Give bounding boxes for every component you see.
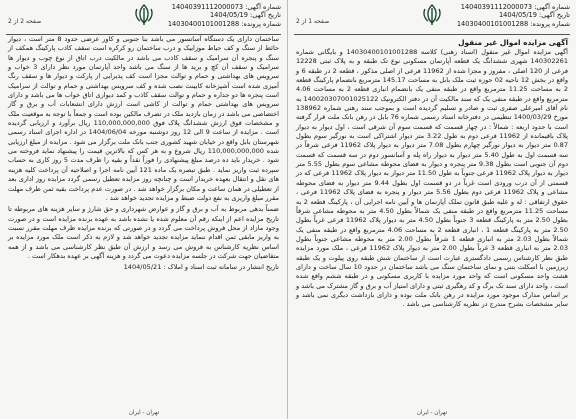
page-footer: تهران - ایران [416, 410, 448, 416]
notice-date: تاریخ آگهی: 1404/05/19 [209, 11, 281, 20]
file-number: شماره پرونده: 14030400101001288 [456, 19, 570, 28]
notice-number: شماره آگهی: 14040391112000073 [460, 3, 570, 11]
notice-body [0, 35, 287, 273]
page-header [288, 0, 576, 32]
notice-paragraph: ضمناً بدهی مربوط به آب و برق و گاز و عوارض شهرداری و حق شارژ و سایر هزینه های مربوطه تا تاریخ مزایده اعم از اینکه رقم آن معلوم شده یا نشده باشد به عهده برنده مزایده است و در صورت وجود مازاد از محل فروش پرداخت می گردد و در صورتی که برنده مزایده ظرف مهلت مقرر نسبت به واریز مابقی ثمن اقدام ننماید مزایده تجدید خواهد شد و لازم به ذکر است ملک مورد مزایده بر اساس نظریه کارشناس به فروش می رسد و ارزش آن طبق نظر کارشناسی می باشد و از همه متقاضیان جهت شرکت در جلسه مزایده دعوت می گردد و هزینه آگهی بر عهده بدهکار است . [8, 205, 279, 260]
notice-number: شماره آگهی: 14040391112000073 [171, 3, 281, 11]
page-header [0, 0, 287, 32]
notice-date: تاریخ آگهی: 1404/05/19 [498, 11, 570, 20]
notice-paragraph: ساختمان دارای یک دستگاه آسانسور می باشد بنا جنوبی و کاور عرضی حدود 8 متر است ، دیوار حائط از سنگ و کف حیاط موزاییک و درب ساختمان رو کرکره است سقف کاذب پارکینگ همکف از سنگ و پنجره آن سرامیک و سقف کاذب می باشد در مالکیت درب اتاق از نوع چوب و دیوار ها سرامیک و سقف آن کچ و برید ها از سنگ می باشد واحد آپارتمان مورد نظر دارای 3 خواب و سرویس های بهداشتی و حمام و توالت مجزا است کف پذیرایی از پارکت و دیوار ها و سقف رنگ آمیزی شده است آشپزخانه کابینت نصب شده و کف سرویس بهداشتی و حمام و توالت از سرامیک است پنجره ها دو جداره و حمام و توالت سقف کاذب و کمد دیواری اتاق خواب ها می باشد و دارای سرویس های بهداشتی حمام و توالت از کاشی است ارزش دارای انشعابات آب و برق و گاز اختصاصی می باشد در زمان بازدید ملک در تصرف مالکین بوده است و جمعاً با توجه به موقعیت ملک و مشخصات فوق ارزش ششدانگ پلاک فوق 110,000,000,000 ریال برآورد و ارزیابی گردیده است . مزایده از ساعت 9 الی 12 روز دوشنبه مورخه 1404/06/04 در اداره اجرای اسناد رسمی شهرستان بابل واقع در خیابان شهید کشوری جنب بانک ملت برگزار می شود . مزایده از مبلغ ارزیابی شده 110,000,000,000 ریال شروع و به هر کس که بالاترین قیمت را پیشنهاد نماید فروخته می شود . خریدار باید ده درصد مبلغ پیشنهادی را فوراً نقداً و بقیه را ظرف مدت 5 روز کاری به حساب سپرده ثبت واریز نماید . طبق تبصره یک ماده 121 آیین نامه اجرا و اصلاحیه آن پرداخت کلیه هزینه های نقل و انتقال بعهده خریدار است و چنانچه روز مزایده تعطیل رسمی گردد مزایده روز اداری بعد از تعطیلی در همان ساعت و مکان برگزار خواهد شد . در صورت عدم پرداخت بقیه ثمن ظرف مهلت مقرر مبلغ واریزی به نفع دولت ضبط و مزایده تجدید خواهد شد . [8, 35, 280, 202]
page-footer: تهران - ایران [128, 410, 160, 416]
file-number: شماره پرونده: 14030400101001288 [167, 19, 281, 28]
national-emblem-icon [131, 2, 157, 28]
page-number: صفحه 1 از 2 [296, 18, 330, 25]
notice-paragraph: آگهی مزایده اموال غیر منقول (اسناد رهنی) کلاسه 14030400101001288 و بایگانی شماره 140302261 شهری ششدانگ یک قطعه آپارتمان مسکونی نوع تک طبقه و به پلاک ثبتی 12228 فرعی از 120 اصلی ، مفروز و مجزا شده از 11962 فرعی از اصلی مذکور ، قطعه 2 در طبقه 6 و واقع در بخش 12 ناحیه 02 حوزه ثبت ملک بابل به مساحت 145.17 مترمربع بانضمام پارکینگ قطعه 2 به مساحت 11.25 مترمربع واقع در طبقه منفی یک بانضمام انباری قطعه 2 به مساحت 4.06 مترمربع واقع در طبقه منفی یک که سند مالکیت آن در دفتر الکترونیک 140020307001025122 به نام آقای امیرعلی صفری ثبت و صادر و تسلیم گردیده است و بموجب سند رهنی شماره 138962 مورخ 1400/03/29 تنظیمی در دفترخانه اسناد رسمی شماره 76 بابل در رهن بانک ملت قرار گرفته است با حدود اربعه : شمالاً : در چهار قسمت که قسمت سوم آن شرقی است ، اول دیوار به دیوار پلاک باقیمانده از 11962 فرعی دوم به طول 3.22 متر دیوار اشتراکی است به نورگیر سوم بطول 0.87 متر دیوار به دیوار نورگیر چهارم بطول 7.08 متر دیوار به دیوار پلاک 11962 فرعی شرقاً در سه قسمت اول به طول 5.40 متر دیوار به دیوار راه پله و آسانسور دوم در سه قسمت که قسمت دوم آن جنوبی است بطول 9.38 متر پنجره و دیوار به فضای محوطه مشاعی سوم بطول 5.55 متر دیوار به دیوار پلاک 11962 فرعی جنوباً به طول 11.50 متر دیوار به دیوار پلاک 11962 فرعی که در قسمتی از آن درب ورودی است غرباً در دو قسمت اول بطول 9.44 متر دیوار به فضای محوطه مشاعی و پلاک 11962 فرعی دوم بطول 5.56 متر دیوار و پنجره به فضای پلاک 11962 فرعی ، حقوق ارتفاقی : له و علیه طبق قانون تملک آپارتمان ها و آیین نامه اجرایی آن ، پارکینگ قطعه 2 به مساحت 11.25 مترمربع واقع در طبقه منفی یک شمالاً بطول 4.50 متر به محوطه مشاعی شرقاً بطول 2.50 متر به پارکینگ قطعه 3 جنوباً بطول 4.50 متر به دیوار پلاک 11962 فرعی غرباً بطول 2.50 متر به پارکینگ قطعه 1 ، انباری قطعه 2 به مساحت 4.06 مترمربع واقع در طبقه منفی یک شمالاً بطول 2.03 متر به انباری قطعه 1 شرقاً بطول 2.00 متر به محوطه مشاعی جنوباً بطول 2.03 متر به انباری قطعه 3 غرباً بطول 2.00 متر به دیوار پلاک 11962 فرعی ، ملک مورد مزایده طبق نظر کارشناس رسمی دادگستری عبارت است از ساختمان شش طبقه روی پیلوت و یک طبقه زیرزمین با اسکلت بتنی و نمای ساختمان سنگ می باشد ساختمان در حدود 10 سال ساخت و دارای هشت واحد مسکونی است که واحد مورد مزایده با کاربری مسکونی و در طبقه ششم واقع شده است ، واحد دارای سند تک برگ و کد رهگیری ثبتی و دارای امتیاز آب و برق و گاز مشترک می باشد و بر اساس مدارک موجود مورد مزایده در رهن بانک ملت بوده و دارای بازداشت دیگری نمی باشد و سایر مشخصات بشرح مندرج در نظریه کارشناسی می باشد . [296, 48, 569, 309]
national-emblem-icon [419, 2, 445, 28]
publish-date: تاریخ انتشار در سامانه ثبت اسناد و املاک : 1404/05/21 [123, 263, 279, 272]
page-1 [288, 0, 576, 419]
header-meta [168, 3, 281, 28]
notice-title: آگهی مزایده اموال غیر منقول [458, 38, 568, 47]
header-meta [457, 3, 570, 28]
page-number: صفحه 2 از 2 [8, 18, 42, 25]
notice-body [288, 48, 576, 310]
